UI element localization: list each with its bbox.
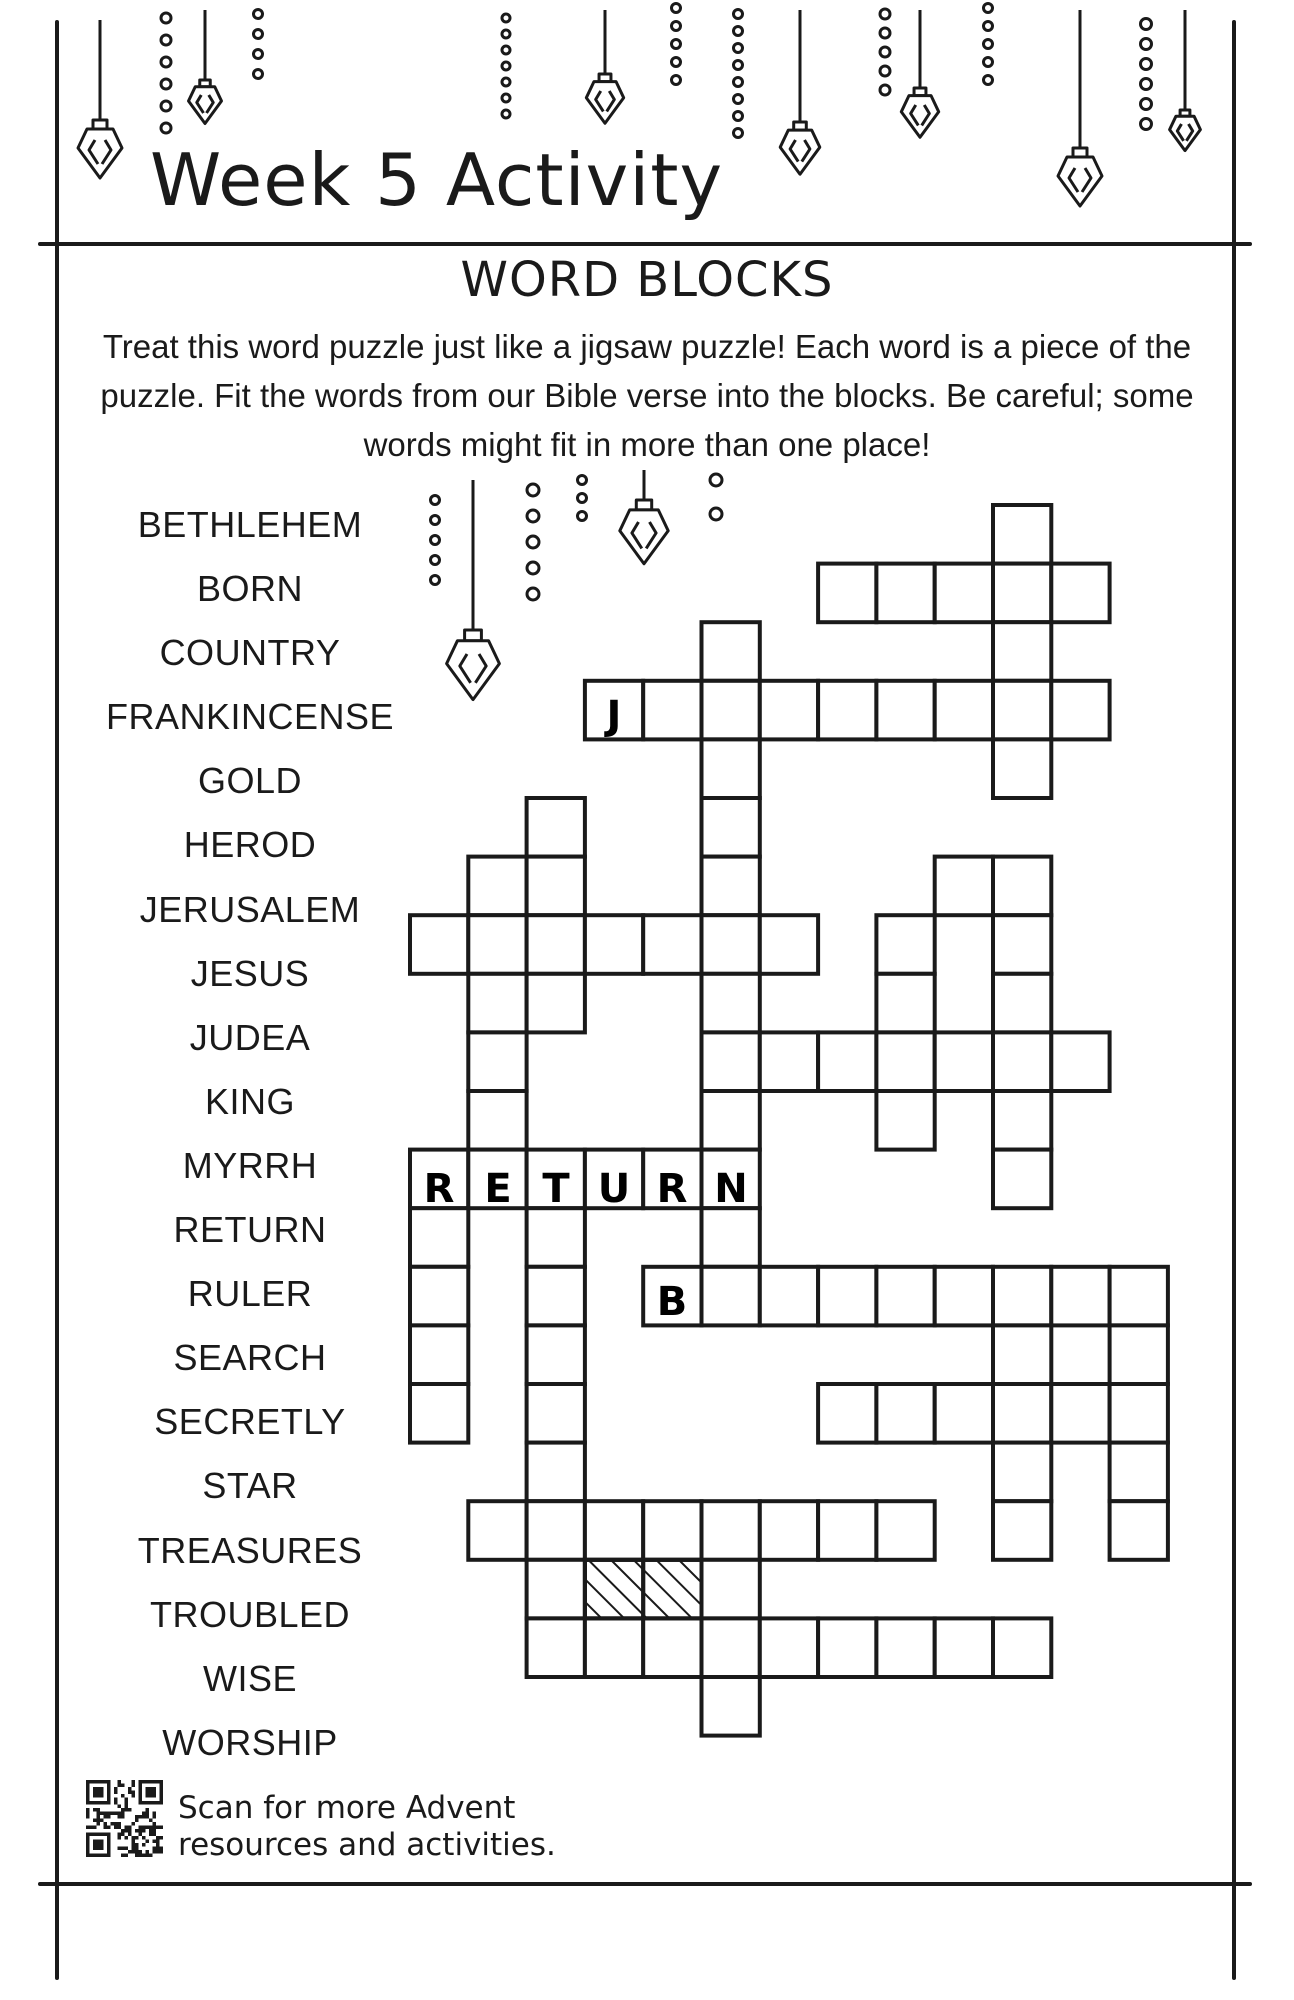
word-list-item: RETURN [173,1209,327,1251]
puzzle-cell[interactable] [527,1501,585,1560]
puzzle-cell[interactable] [527,798,585,857]
puzzle-cell[interactable] [993,1443,1051,1502]
puzzle-cell[interactable] [702,1091,760,1150]
puzzle-cell[interactable] [760,681,818,740]
puzzle-cell[interactable] [410,1325,468,1384]
puzzle-cell[interactable] [1051,681,1109,740]
puzzle-cell[interactable] [993,1501,1051,1560]
puzzle-cell[interactable] [527,1325,585,1384]
given-letter: N [714,1166,748,1212]
puzzle-cell[interactable] [993,1618,1051,1677]
puzzle-cell[interactable] [993,739,1051,798]
puzzle-cell[interactable] [1051,1032,1109,1091]
puzzle-cell[interactable] [468,857,526,916]
puzzle-cell[interactable] [876,1267,934,1326]
puzzle-cell[interactable] [702,739,760,798]
footer-line: Scan for more Advent [178,1790,516,1826]
word-list-item: WORSHIP [162,1721,338,1763]
word-list-item: COUNTRY [159,632,341,674]
word-list-item: TROUBLED [149,1593,351,1635]
footer-line: resources and activities. [178,1827,556,1863]
word-list-item: JUDEA [189,1016,311,1058]
given-letter: T [542,1166,570,1212]
blocked-cell [585,1560,643,1619]
footer-text [178,1790,556,1864]
puzzle-cell[interactable] [702,1560,760,1619]
given-letter: R [423,1166,455,1212]
puzzle-cell[interactable] [702,798,760,857]
puzzle-cell[interactable] [993,1267,1051,1326]
puzzle-cell[interactable] [818,564,876,623]
puzzle-cell[interactable] [527,915,585,974]
puzzle-cell[interactable] [760,915,818,974]
puzzle-cell[interactable] [818,1501,876,1560]
puzzle-cell[interactable] [1051,564,1109,623]
puzzle-cell[interactable] [410,1384,468,1443]
puzzle-cell[interactable] [468,1032,526,1091]
given-letter: R [656,1166,688,1212]
puzzle-cell[interactable] [702,915,760,974]
puzzle-cell[interactable] [993,915,1051,974]
puzzle-cell[interactable] [410,1267,468,1326]
puzzle-cell[interactable] [527,1443,585,1502]
puzzle-cell[interactable] [468,915,526,974]
puzzle-cell[interactable] [993,505,1051,564]
page-title: Week 5 Activity [150,138,724,222]
given-letter: E [484,1166,512,1212]
word-list-item: FRANKINCENSE [105,696,395,738]
puzzle-cell[interactable] [527,1560,585,1619]
puzzle-cell[interactable] [643,915,701,974]
word-list-item: JESUS [190,952,310,994]
word-list-item: GOLD [197,760,303,802]
puzzle-cell[interactable] [993,1032,1051,1091]
given-letter: B [656,1279,688,1325]
puzzle-cell[interactable] [702,974,760,1033]
puzzle-cell[interactable] [527,857,585,916]
puzzle-cell[interactable] [468,1091,526,1150]
activity-instructions: Treat this word puzzle just like a jigsaw puzzle! Each word is a piece of the puzzle. Fit the words from our Bible verse into the blocks. Be careful; some words might fit in more than one place! [100,328,1194,463]
puzzle-cell[interactable] [935,1267,993,1326]
puzzle-cell[interactable] [1110,1325,1168,1384]
puzzle-cell[interactable] [702,1677,760,1736]
puzzle-cell[interactable] [876,974,934,1033]
given-letter: J [606,693,622,739]
puzzle-cell[interactable] [702,1501,760,1560]
puzzle-cell[interactable] [818,1384,876,1443]
puzzle-cell[interactable] [702,1267,760,1326]
word-list-item: TREASURES [137,1529,363,1571]
puzzle-cell[interactable] [818,1032,876,1091]
puzzle-cell[interactable] [527,1618,585,1677]
puzzle-cell[interactable] [993,1384,1051,1443]
puzzle-cell[interactable] [527,1208,585,1267]
puzzle-cell[interactable] [935,1032,993,1091]
puzzle-cell[interactable] [702,857,760,916]
puzzle-cell[interactable] [702,1208,760,1267]
puzzle-cell[interactable] [876,915,934,974]
word-list-item: HEROD [183,824,317,866]
puzzle-cell[interactable] [993,1150,1051,1209]
word-list-item: RULER [187,1273,313,1315]
puzzle-cell[interactable] [410,915,468,974]
word-list-item: BORN [196,568,303,610]
word-list-item: KING [204,1080,295,1122]
puzzle-cell[interactable] [935,1618,993,1677]
puzzle-cell[interactable] [643,1501,701,1560]
puzzle-cell[interactable] [527,974,585,1033]
puzzle-cell[interactable] [410,1208,468,1267]
puzzle-cell[interactable] [876,681,934,740]
word-list-item: MYRRH [182,1144,318,1186]
puzzle-cell[interactable] [818,1618,876,1677]
puzzle-cell[interactable] [585,1501,643,1560]
word-list-item: SEARCH [173,1337,327,1379]
word-list-item: SECRETLY [154,1401,346,1443]
puzzle-cell[interactable] [876,1501,934,1560]
word-list-item: JERUSALEM [139,888,361,930]
puzzle-cell[interactable] [818,1267,876,1326]
puzzle-cell[interactable] [876,1384,934,1443]
puzzle-cell[interactable] [527,1267,585,1326]
puzzle-cell[interactable] [702,622,760,681]
puzzle-cell[interactable] [993,622,1051,681]
blocked-cell [643,1560,701,1619]
puzzle-cell[interactable] [993,857,1051,916]
puzzle-cell[interactable] [876,1618,934,1677]
puzzle-cell[interactable] [1110,1443,1168,1502]
puzzle-cell[interactable] [993,1325,1051,1384]
puzzle-cell[interactable] [1051,1267,1109,1326]
puzzle-cell[interactable] [1110,1384,1168,1443]
puzzle-cell[interactable] [760,1618,818,1677]
puzzle-cell[interactable] [760,1501,818,1560]
puzzle-cell[interactable] [1051,1384,1109,1443]
puzzle-cell[interactable] [818,681,876,740]
puzzle-cell[interactable] [993,974,1051,1033]
puzzle-cell[interactable] [876,1032,934,1091]
word-list-item: BETHLEHEM [137,504,363,545]
puzzle-cell[interactable] [935,857,993,916]
puzzle-cell[interactable] [876,564,934,623]
puzzle-cell[interactable] [993,1091,1051,1150]
puzzle-cell[interactable] [760,1267,818,1326]
puzzle-cell[interactable] [643,681,701,740]
activity-title: WORD BLOCKS [460,252,834,308]
word-list-item: STAR [202,1465,298,1507]
puzzle-cell[interactable] [643,1618,701,1677]
puzzle-cell[interactable] [1110,1501,1168,1560]
puzzle-cell[interactable] [935,1384,993,1443]
puzzle-cell[interactable] [1110,1267,1168,1326]
puzzle-cell[interactable] [702,681,760,740]
puzzle-cell[interactable] [702,1618,760,1677]
puzzle-cell[interactable] [468,1501,526,1560]
puzzle-cell[interactable] [760,1032,818,1091]
puzzle-cell[interactable] [585,1618,643,1677]
puzzle-cell[interactable] [935,681,993,740]
puzzle-cell[interactable] [993,681,1051,740]
puzzle-cell[interactable] [702,1032,760,1091]
puzzle-cell[interactable] [876,1091,934,1150]
puzzle-cell[interactable] [935,564,993,623]
puzzle-cell[interactable] [527,1384,585,1443]
puzzle-cell[interactable] [585,915,643,974]
puzzle-cell[interactable] [993,564,1051,623]
given-letter: U [597,1166,631,1212]
puzzle-cell[interactable] [468,974,526,1033]
word-list-item: WISE [202,1657,297,1699]
